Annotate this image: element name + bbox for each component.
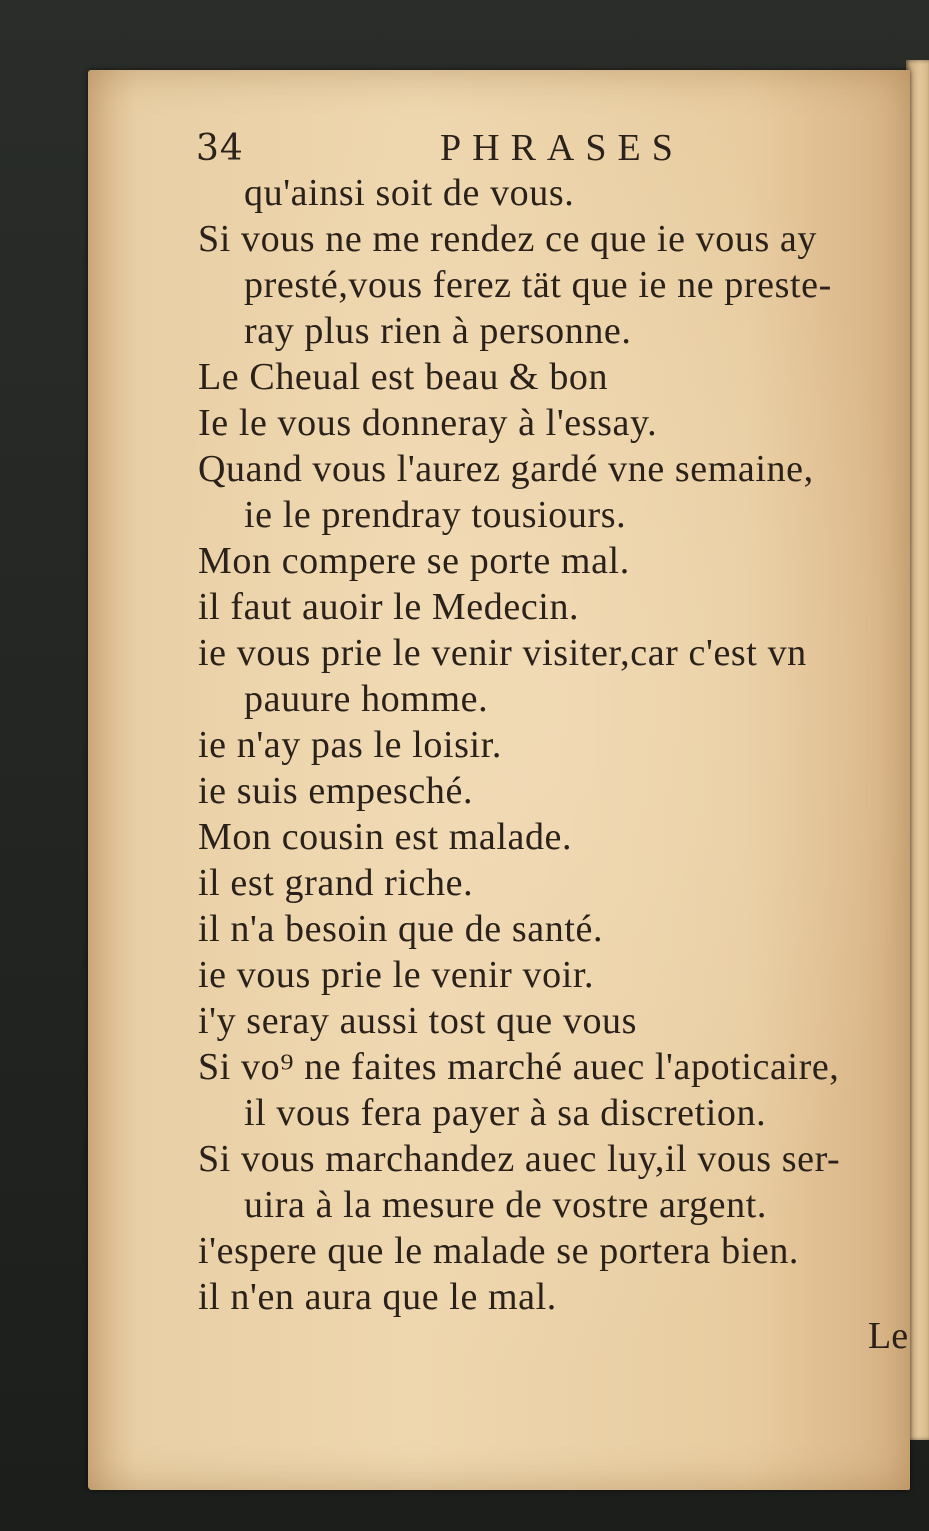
text-line: Si vous ne me rendez ce que ie vous ay <box>198 218 817 260</box>
text-line: Si vous marchandez auec luy,il vous ser- <box>198 1138 841 1180</box>
text-line: Ie le vous donneray à l'essay. <box>198 402 658 444</box>
text-line: ie le prendray tousiours. <box>244 494 627 536</box>
text-line: i'y seray aussi tost que vous <box>198 1000 638 1042</box>
text-line: qu'ainsi soit de vous. <box>244 172 575 214</box>
text-line: Le Cheual est beau & bon <box>198 356 609 398</box>
text-line: pauure homme. <box>244 678 489 720</box>
text-line: ie suis empesché. <box>198 770 474 812</box>
text-line: Mon compere se porte mal. <box>198 540 630 582</box>
text-line: ie vous prie le venir voir. <box>198 954 595 996</box>
text-line: il faut auoir le Medecin. <box>198 586 580 628</box>
text-line: Quand vous l'aurez gardé vne semaine, <box>198 448 814 490</box>
text-line: Mon cousin est malade. <box>198 816 573 858</box>
text-line: il est grand riche. <box>198 862 474 904</box>
running-title: PHRASES <box>440 127 684 169</box>
text-line: i'espere que le malade se portera bien. <box>198 1230 800 1272</box>
text-line: ie n'ay pas le loisir. <box>198 724 502 766</box>
text-line: il n'a besoin que de santé. <box>198 908 604 950</box>
text-line: presté,vous ferez tät que ie ne preste- <box>244 264 832 306</box>
text-line: Si vo⁹ ne faites marché auec l'apoticaire, <box>198 1046 840 1088</box>
text-line: uira à la mesure de vostre argent. <box>244 1184 767 1226</box>
page-number: 34 <box>196 128 244 169</box>
text-line: il vous fera payer à sa discretion. <box>244 1092 767 1134</box>
text-line: ie vous prie le venir visiter,car c'est vn <box>198 632 807 674</box>
catchword: Le <box>868 1315 909 1357</box>
text-line: il n'en aura que le mal. <box>198 1276 557 1318</box>
text-line: ray plus rien à personne. <box>244 310 632 352</box>
book-page <box>88 70 910 1490</box>
